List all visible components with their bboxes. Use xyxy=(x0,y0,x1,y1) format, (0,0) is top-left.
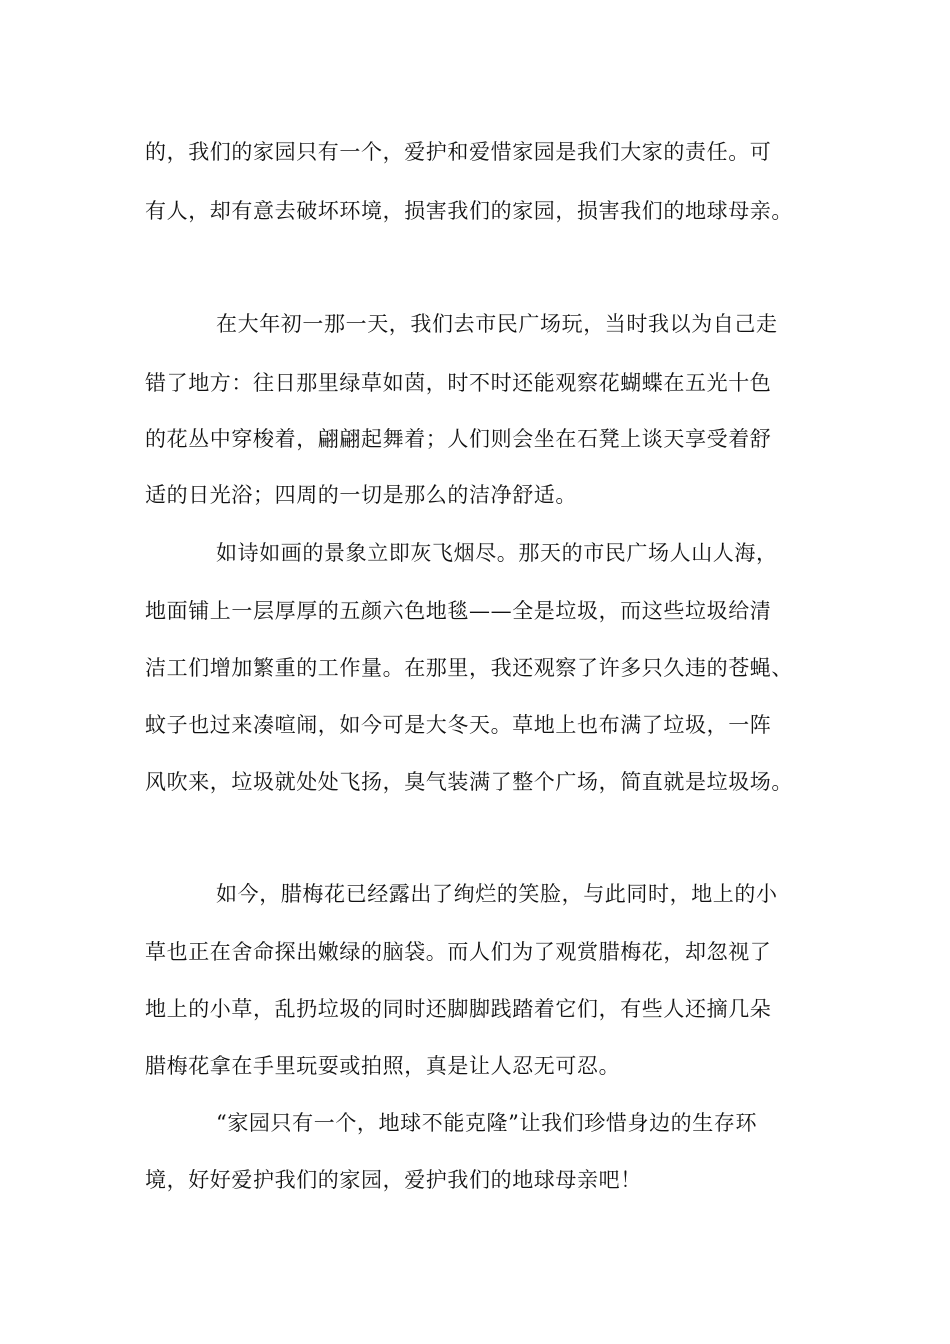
text-line: 风吹来，垃圾就处处飞扬，臭气装满了整个广场，简直就是垃圾场。 xyxy=(145,770,793,794)
text-line: 适的日光浴；四周的一切是那么的洁净舒适。 xyxy=(145,483,577,507)
text-line: 错了地方：往日那里绿草如茵，时不时还能观察花蝴蝶在五光十色 xyxy=(145,371,772,395)
paragraph-start-line: 如今，腊梅花已经露出了绚烂的笑脸，与此同时，地上的小 xyxy=(216,882,778,906)
text-line: 蚊子也过来凑喧闹，如今可是大冬天。草地上也布满了垃圾，一阵 xyxy=(145,713,772,737)
text-line: 地上的小草，乱扔垃圾的同时还脚脚践踏着它们，有些人还摘几朵 xyxy=(145,997,772,1021)
paragraph-start-line: “家园只有一个，地球不能克隆”让我们珍惜身边的生存环 xyxy=(216,1111,758,1135)
text-line: 有人，却有意去破坏环境，损害我们的家园，损害我们的地球母亲。 xyxy=(145,199,793,223)
text-line: 的，我们的家园只有一个，爱护和爱惜家园是我们大家的责任。可 xyxy=(145,140,772,164)
text-line: 草也正在舍命探出嫩绿的脑袋。而人们为了观赏腊梅花，却忽视了 xyxy=(145,940,772,964)
text-line: 腊梅花拿在手里玩耍或拍照，真是让人忍无可忍。 xyxy=(145,1054,621,1078)
text-line: 境，好好爱护我们的家园，爱护我们的地球母亲吧！ xyxy=(145,1168,642,1192)
text-line: 的花丛中穿梭着，翩翩起舞着；人们则会坐在石凳上谈天享受着舒 xyxy=(145,427,772,451)
text-line: 洁工们增加繁重的工作量。在那里，我还观察了许多只久违的苍蝇、 xyxy=(145,656,793,680)
text-line: 地面铺上一层厚厚的五颜六色地毯——全是垃圾，而这些垃圾给清 xyxy=(145,599,772,623)
paragraph-start-line: 如诗如画的景象立即灰飞烟尽。那天的市民广场人山人海， xyxy=(216,541,778,565)
paragraph-start-line: 在大年初一那一天，我们去市民广场玩，当时我以为自己走 xyxy=(216,312,778,336)
